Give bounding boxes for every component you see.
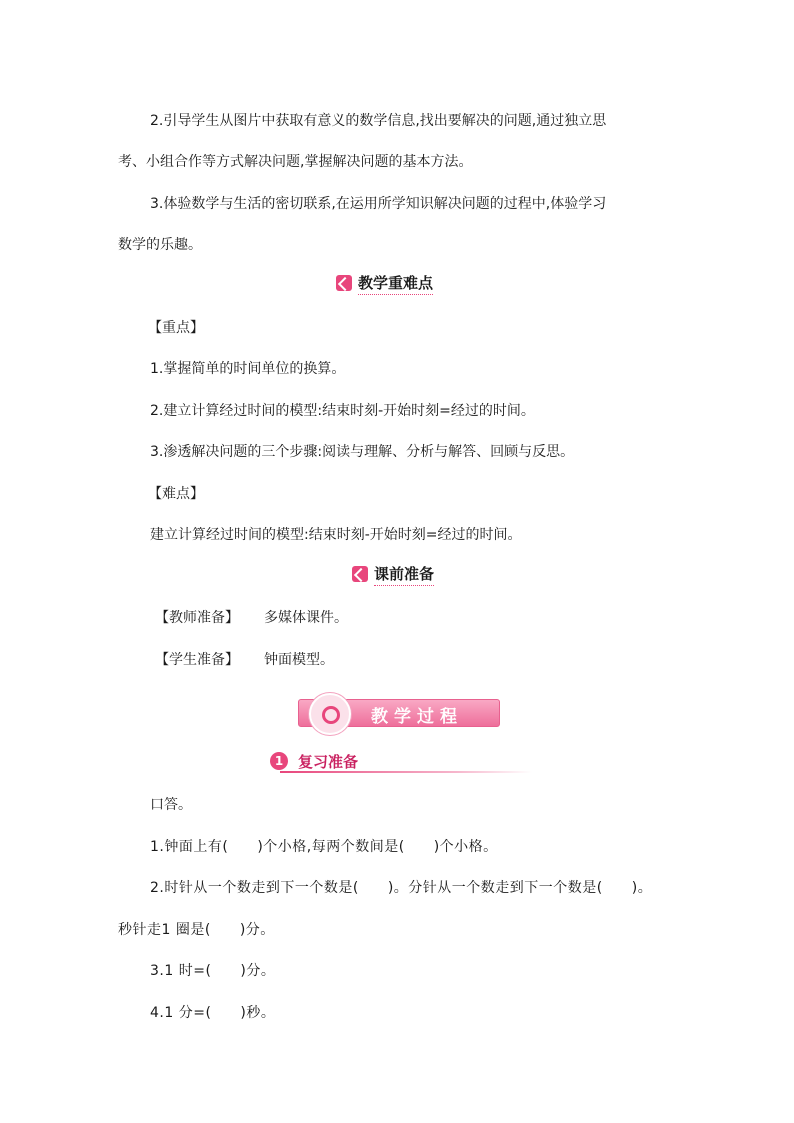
difficult-text: 建立计算经过时间的模型:结束时刻-开始时刻=经过的时间。 [150, 527, 522, 543]
bookmark-icon [352, 566, 368, 582]
question-4: 4.1 分=( )秒。 [150, 1005, 276, 1021]
question-2-line2: 秒针走1 圈是( )分。 [118, 922, 275, 938]
objective-3-line2: 数学的乐趣。 [118, 237, 202, 253]
question-3: 3.1 时=( )分。 [150, 963, 276, 979]
question-2-line1: 2.时针从一个数走到下一个数是( )。分针从一个数走到下一个数是( )。 [150, 880, 653, 896]
section-title: 课前准备 [374, 563, 434, 586]
step-title: 复习准备 [298, 753, 359, 771]
difficult-label: 【难点】 [148, 486, 204, 502]
section-title: 教学重难点 [358, 272, 433, 295]
student-prep-label: 【学生准备】 [155, 652, 239, 668]
key-item-1: 1.掌握简单的时间单位的换算。 [150, 361, 346, 377]
target-icon [309, 693, 351, 735]
teacher-prep-text: 多媒体课件。 [264, 610, 348, 626]
process-banner [298, 699, 500, 727]
student-prep-text: 钟面模型。 [264, 652, 334, 668]
banner-title: 教学过程 [371, 707, 463, 726]
question-1: 1.钟面上有( )个小格,每两个数间是( )个小格。 [150, 839, 498, 855]
objective-2-line2: 考、小组合作等方式解决问题,掌握解决问题的基本方法。 [118, 154, 473, 170]
oral-intro: 口答。 [150, 797, 192, 813]
key-label: 【重点】 [148, 320, 204, 336]
step-underline [280, 771, 532, 773]
bookmark-icon [336, 275, 352, 291]
teacher-prep-label: 【教师准备】 [155, 610, 239, 626]
key-item-2: 2.建立计算经过时间的模型:结束时刻-开始时刻=经过的时间。 [150, 403, 535, 419]
section-heading-key-difficult [336, 272, 433, 294]
objective-2-line1: 2.引导学生从图片中获取有意义的数学信息,找出要解决的问题,通过独立思 [150, 113, 607, 129]
key-item-3: 3.渗透解决问题的三个步骤:阅读与理解、分析与解答、回顾与反思。 [150, 444, 575, 460]
step-heading [270, 750, 532, 774]
objective-3-line1: 3.体验数学与生活的密切联系,在运用所学知识解决问题的过程中,体验学习 [150, 196, 607, 212]
step-number-badge: 1 [270, 752, 288, 770]
section-heading-preparation [352, 563, 434, 585]
